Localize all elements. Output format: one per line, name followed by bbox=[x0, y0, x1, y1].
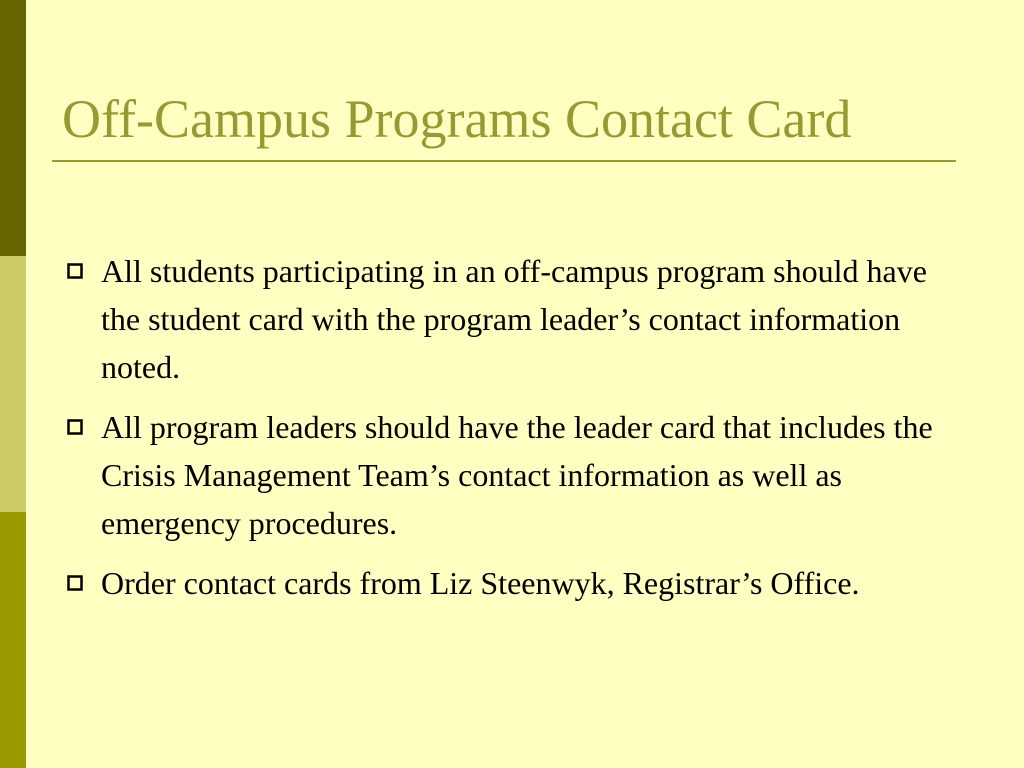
bullet-item bbox=[64, 403, 944, 547]
title-underline bbox=[52, 160, 956, 162]
bullet-text: Order contact cards from Liz Steenwyk, Registrar’s Office. bbox=[101, 565, 860, 601]
bullet-item bbox=[64, 559, 944, 607]
sidebar-segment-bottom bbox=[0, 512, 26, 768]
hollow-square-icon bbox=[67, 263, 83, 279]
hollow-square-icon bbox=[67, 419, 83, 435]
bullet-text: All program leaders should have the leader card that includes the Crisis Management Team’s contact information as well as emergency procedures. bbox=[101, 409, 933, 541]
bullet-text: All students participating in an off-campus program should have the student card with the program leader’s contact information noted. bbox=[101, 253, 927, 385]
hollow-square-icon bbox=[67, 575, 83, 591]
slide-title: Off-Campus Programs Contact Card bbox=[62, 89, 852, 149]
sidebar-segment-middle bbox=[0, 256, 26, 512]
sidebar-segment-top bbox=[0, 0, 26, 256]
bullet-item bbox=[64, 247, 944, 391]
bullet-list bbox=[64, 247, 944, 619]
